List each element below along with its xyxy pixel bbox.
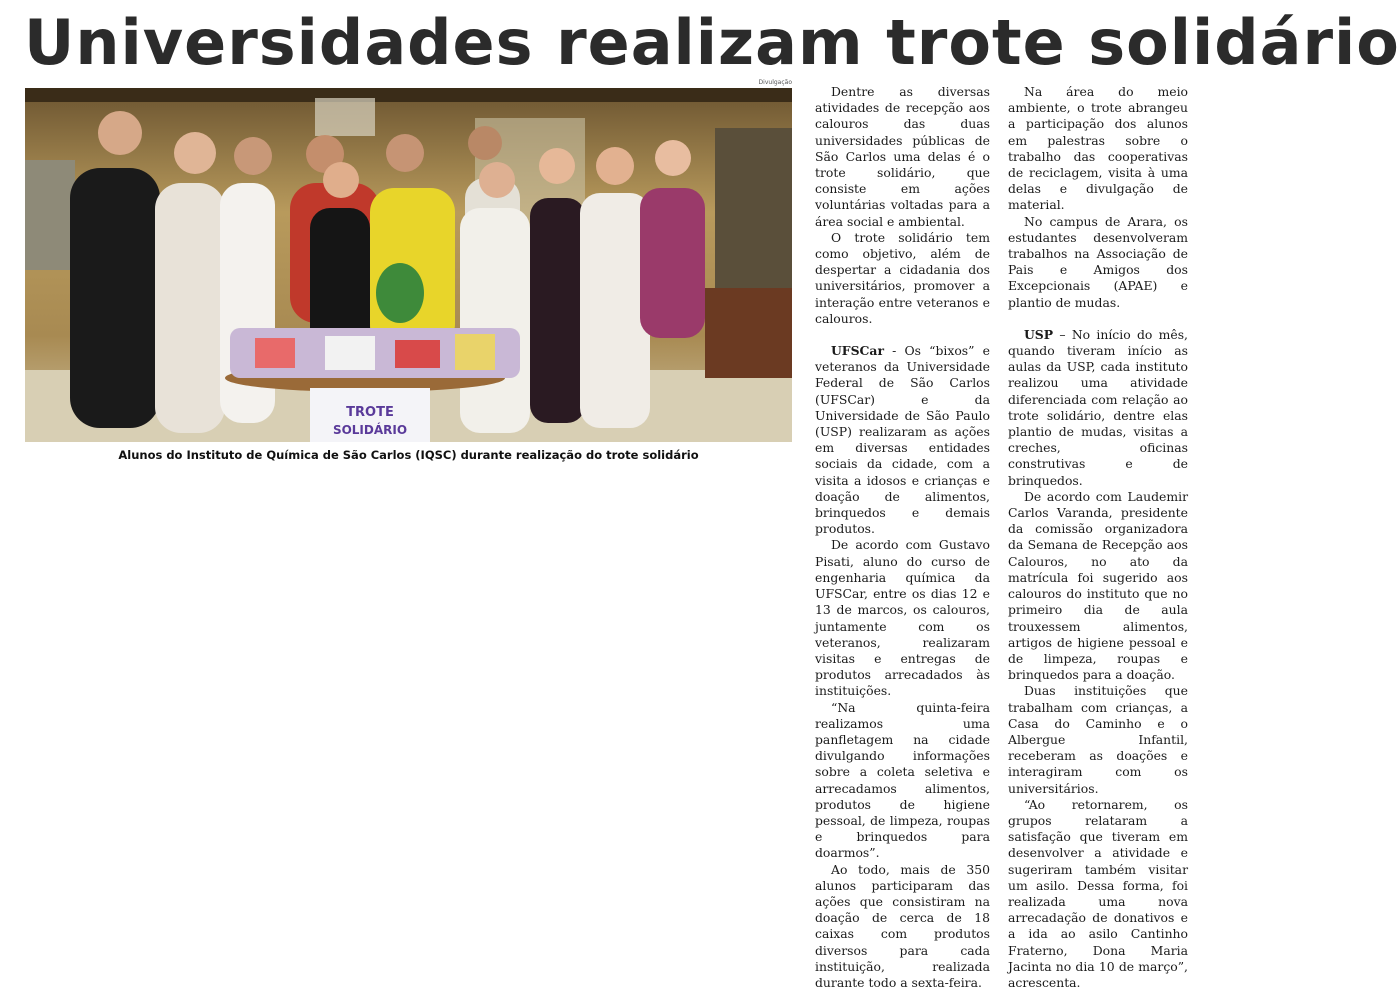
paragraph-intro: Dentre as diversas atividades de recepção aos calouros das duas universidades públicas de São Carlos uma delas é o trote solidário, que consiste em ações voluntárias voltadas para a área social e ambiental.	[815, 84, 990, 229]
photo-credit: Divulgação	[758, 79, 792, 86]
paragraph-quote-1: “Na quinta-feira realizamos uma panfletagem na cidade divulgando informações sobre a coleta seletiva e arrecadamos alimentos, produtos de higiene pessoal, de limpeza, roupas e brinquedos para doarmos”.	[815, 699, 990, 861]
paragraph-gustavo: De acordo com Gustavo Pisati, aluno do curso de engenharia química da UFSCar, entre os dias 12 e 13 de marcos, os calouros, juntamente com os veteranos, realizaram visitas e entregas de produtos arrecadados às instituições.	[815, 537, 990, 699]
ufscar-text: - Os “bixos” e veteranos da Universidade Federal de São Carlos (UFSCar) e da Universidade de São Paulo (USP) realizaram as ações em diversas entidades sociais da cidade, com a visita a idosos e crianças e doação de alimentos, brinquedos e demais produtos.	[815, 343, 990, 537]
usp-lead: USP	[1024, 326, 1054, 342]
ufscar-lead: UFSCar	[831, 343, 884, 359]
paragraph-laudemir: De acordo com Laudemir Carlos Varanda, presidente da comissão organizadora da Semana de Recepção aos Calouros, no ato da matrícula foi sugerido aos calouros do instituto que no primeiro dia de aula trouxessem alimentos, artigos de higiene pessoal e de limpeza, roupas e brinquedos para a doação.	[1008, 488, 1188, 683]
paragraph-institutions: Duas instituições que trabalham com crianças, a Casa do Caminho e o Albergue Infantil, receberam as doações e interagiram com os universitários.	[1008, 683, 1188, 796]
paragraph-usp	[1008, 327, 1188, 489]
article-column-1	[815, 84, 990, 991]
paragraph-quote-2: “Ao retornarem, os grupos relataram a satisfação que tiveram em desenvolver a atividade e sugeriram também visitar um asilo. Dessa forma, foi realizada uma nova arrecadação de donativos e a ida ao asilo Cantinho Fraterno, Dona Maria Jacinta no dia 10 de março”, acrescenta.	[1008, 796, 1188, 990]
paragraph-ufscar	[815, 343, 990, 537]
paragraph-objective: O trote solidário tem como objetivo, além de despertar a cidadania dos universitários, promover a interação entre veteranos e calouros.	[815, 229, 990, 326]
headline: Universidades realizam trote solidário	[24, 6, 1400, 79]
photo-caption: Alunos do Instituto de Química de São Carlos (IQSC) durante realização do trote solidário	[118, 448, 699, 462]
article-column-2	[1008, 84, 1188, 991]
paragraph-arara: No campus de Arara, os estudantes desenvolveram trabalhos na Associação de Pais e Amigos dos Excepcionais (APAE) e plantio de mudas.	[1008, 213, 1188, 310]
trote-sign-line2: SOLIDÁRIO	[332, 423, 408, 437]
paragraph-environment: Na área do meio ambiente, o trote abrangeu a participação dos alunos em palestras sobre o trabalho das cooperativas de reciclagem, visita à uma delas e divulgação de material.	[1008, 84, 1188, 213]
paragraph-total: Ao todo, mais de 350 alunos participaram das ações que consistiram na doação de cerca de 18 caixas com produtos diversos para cada instituição, realizada durante todo a sexta-feira.	[815, 861, 990, 990]
group-photo	[25, 88, 792, 442]
trote-sign-line1: TROTE	[346, 405, 394, 420]
usp-text: – No início do mês, quando tiveram início as aulas da USP, cada instituto realizou uma atividade diferenciada com relação ao trote solidário, dentre elas plantio de mudas, visitas a creches, oficinas construtivas e de brinquedos.	[1008, 326, 1188, 488]
